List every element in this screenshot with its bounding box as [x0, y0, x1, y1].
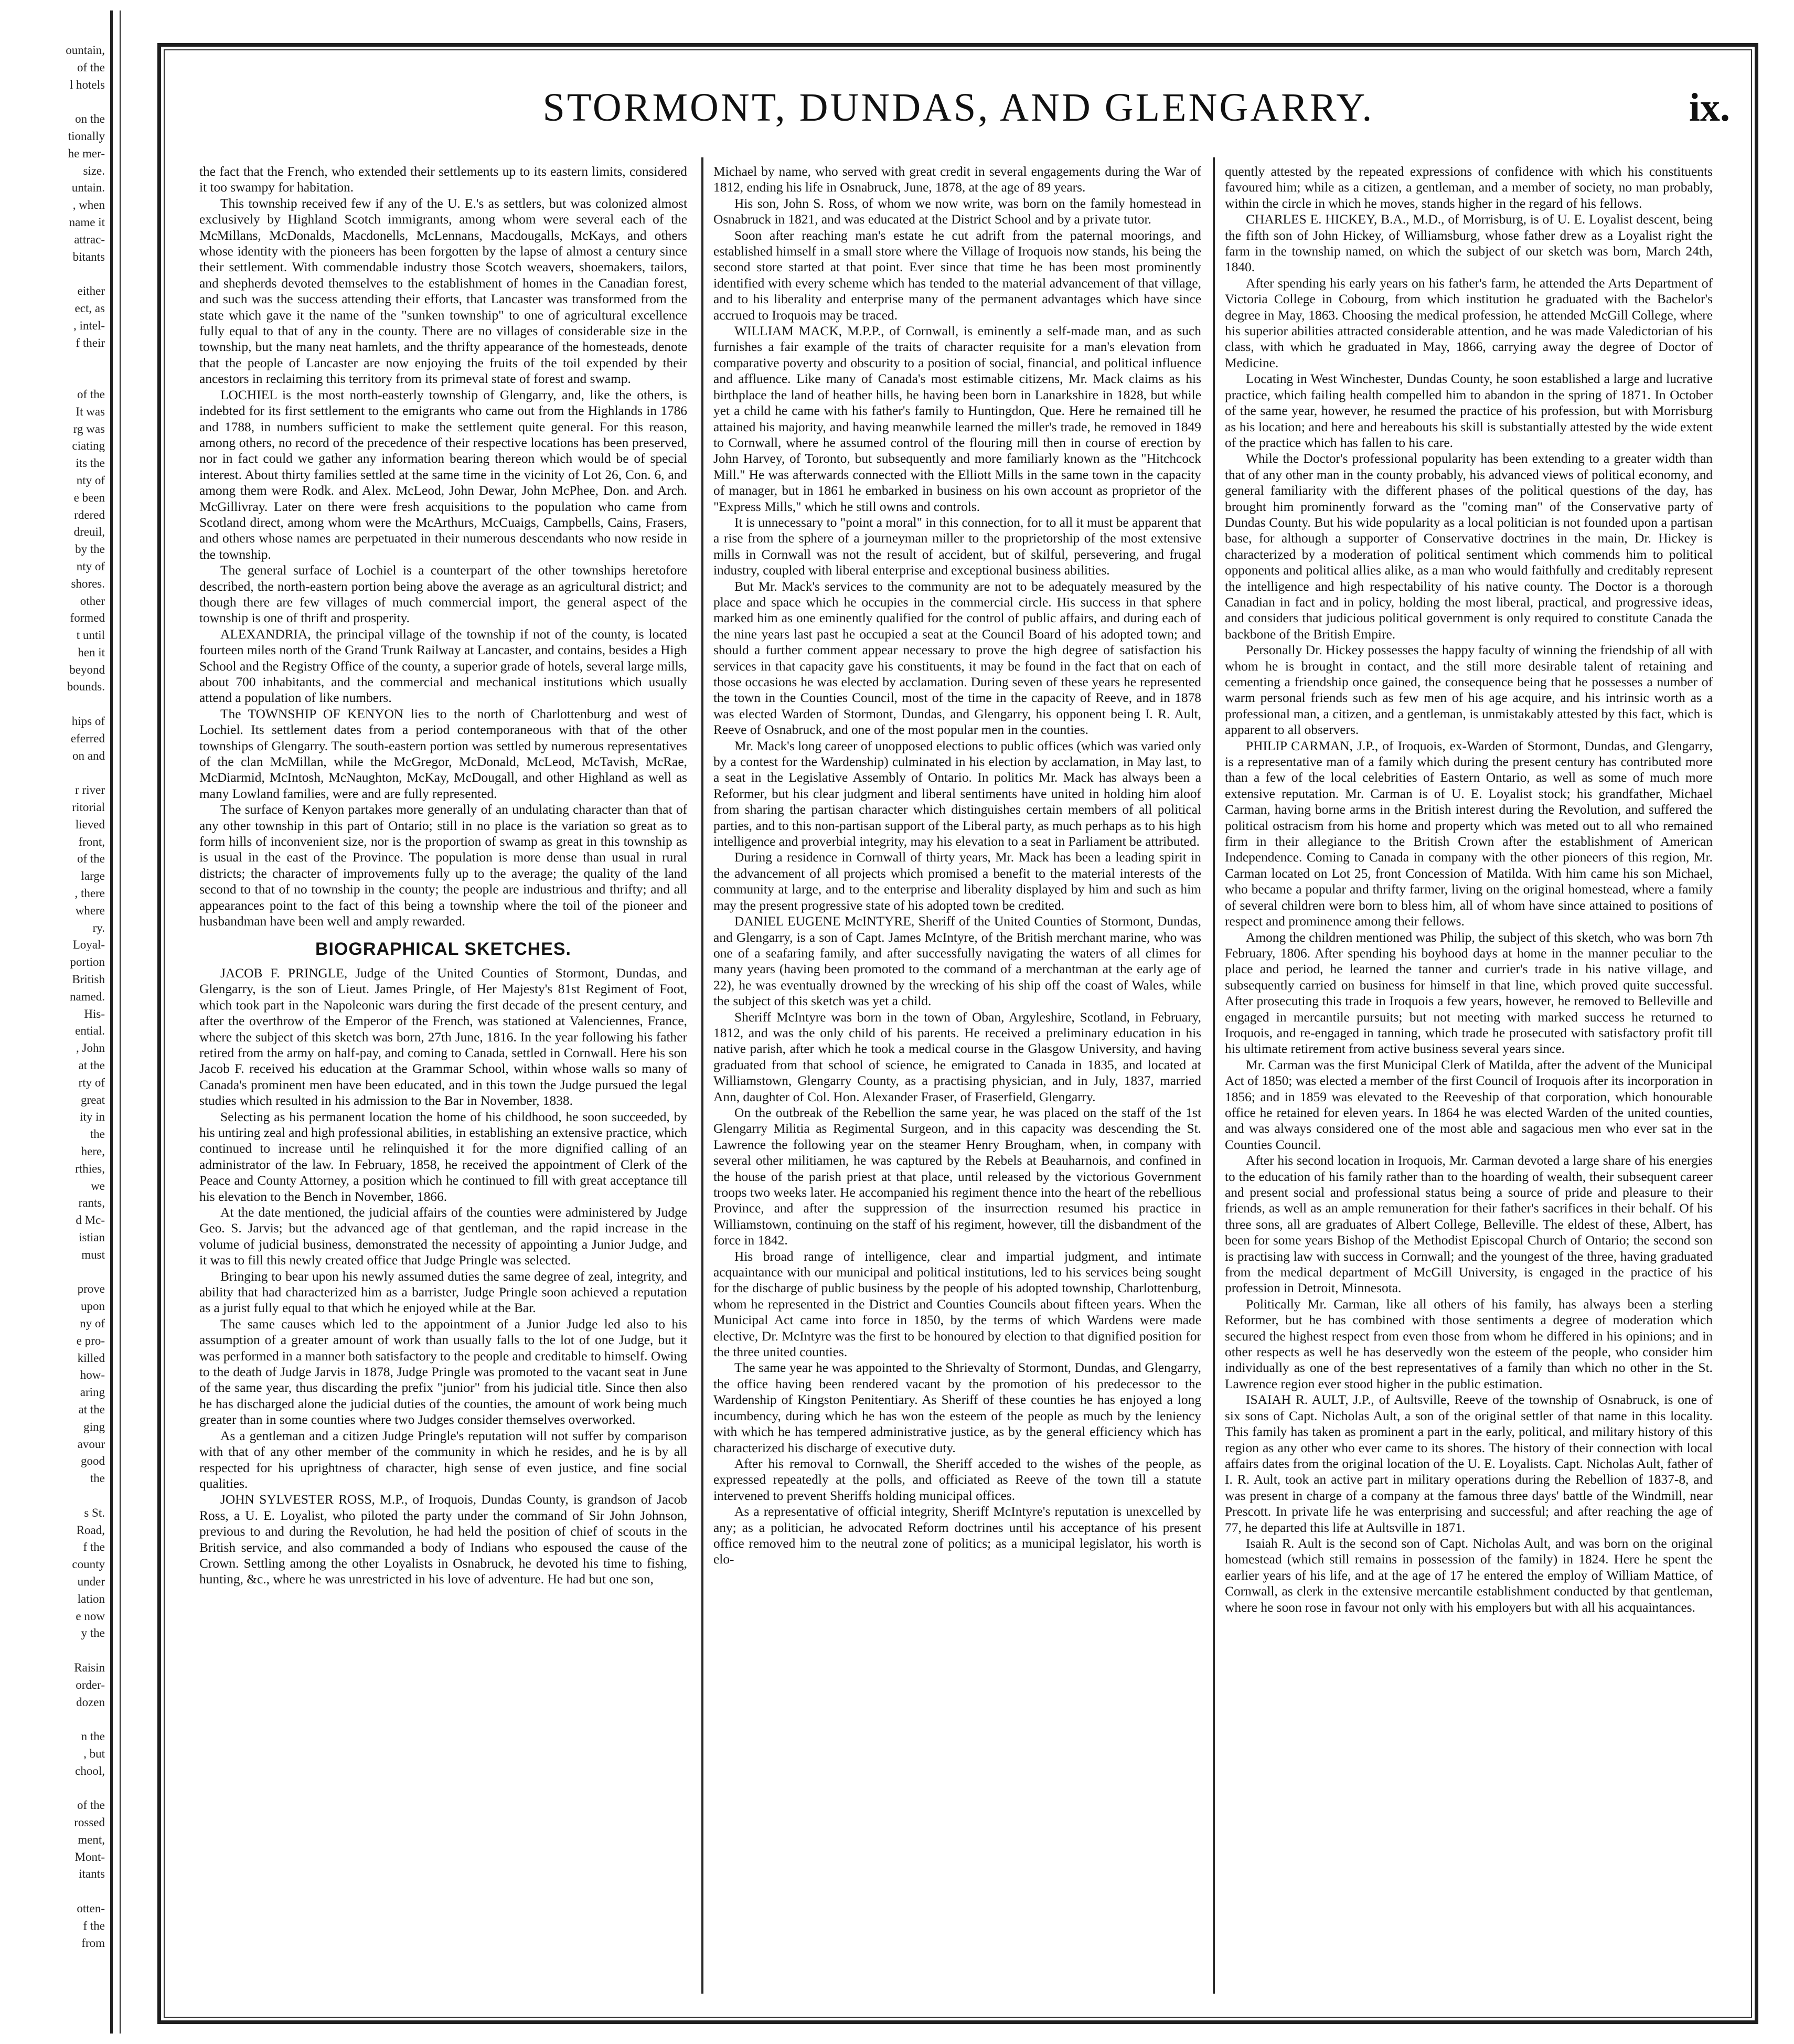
page-header	[169, 79, 1748, 136]
paragraph: The surface of Kenyon partakes more generally of an undulating character than that of any other township in this part of Ontario; still in no place is the variation so great as to form hills of inconvenient size, nor is the proportion of swamp as great in this township as is usual in the east of the Province. The population is more dense than usual in rural districts; the character of improvements fully up to the average; the quality of the land second to that of no township in the county; the people are industrious and thrifty; and all appearances point to the fact of this being a township where the toil of the pioneer and husbandman have been well and amply rewarded.	[199, 802, 687, 929]
previous-page-border-inner	[120, 10, 121, 2034]
paragraph: CHARLES E. HICKEY, B.A., M.D., of Morrisburg, is of U. E. Loyalist descent, being the fifth son of John Hickey, of Williamsburg, whose father drew as a Loyalist right the farm in the township named, on which the subject of our sketch was born, March 24th, 1840.	[1225, 212, 1713, 275]
paragraph: ISAIAH R. AULT, J.P., of Aultsville, Reeve of the township of Osnabruck, is one of six sons of Capt. Nicholas Ault, a son of the original settler of that name in this locality. This family has taken as prominent a part in the early, political, and military history of this region as any other who ever came to its shores. The history of their connection with local affairs dates from the original location of the U. E. Loyalists. Capt. Nicholas Ault, father of I. R. Ault, took an active part in military operations during the Rebellion of 1837-8, and was present in charge of a company at the famous three days' battle of the Windmill, near Prescott. In private life he was enterprising and successful; and after reaching the age of 77, he departed this life at Aultsville in 1871.	[1225, 1392, 1713, 1535]
column-1	[199, 164, 687, 2000]
paragraph: Sheriff McIntyre was born in the town of Oban, Argyleshire, Scotland, in February, 1812, and was the only child of his parents. He received a preliminary education in his native parish, after which he took a medical course in the Glasgow University, and having graduated from that school of science, he emigrated to Canada in 1835, and located at Williamstown, Glengarry County, as a practising physician, and in July, 1837, married Ann, daughter of Col. Hon. Alexander Fraser, of Fraserfield, Glengarry.	[713, 1009, 1201, 1104]
paragraph: Politically Mr. Carman, like all others of his family, has always been a sterling Reformer, but he has combined with those sentiments a degree of moderation which secured the highest respect from even those from whom he differed in his opinions; and in other respects as well he has deservedly won the esteem of the people, who consider him individually as one of the best representatives of a family than which no other in the St. Lawrence region ever stood higher in the public estimation.	[1225, 1296, 1713, 1391]
paragraph: During a residence in Cornwall of thirty years, Mr. Mack has been a leading spirit in the advancement of all projects which promised a benefit to the material interests of the community at large, and to the enterprise and liberality displayed by him and such as him may the present progressive state of his adopted town be credited.	[713, 850, 1201, 913]
paragraph: As a representative of official integrity, Sheriff McIntyre's reputation is unexcelled by any; as a politician, he advocated Reform doctrines until his acceptance of his present office removed him to the neutral zone of politics; as a municipal legislator, his worth is elo-	[713, 1504, 1201, 1567]
paragraph: The same year he was appointed to the Shrievalty of Stormont, Dundas, and Glengarry, the office having been rendered vacant by the promotion of his predecessor to the Wardenship of Kingston Penitentiary. As Sheriff of these counties he has enjoyed a long incumbency, during which he has won the esteem of the people as much by the leniency with which he has tempered administrative justice, as by the general efficiency which has characterized his discharge of executive duty.	[713, 1360, 1201, 1455]
paragraph: After spending his early years on his father's farm, he attended the Arts Department of Victoria College in Cobourg, from which institution he graduated with the Bachelor's degree in May, 1863. Choosing the medical profession, he attended McGill College, where his superior abilities attracted considerable attention, and he was made Valedictorian of his class, with which he graduated in May, 1866, carrying away the degree of Doctor of Medicine.	[1225, 275, 1713, 370]
column-divider	[701, 157, 703, 1994]
paragraph: Soon after reaching man's estate he cut adrift from the paternal moorings, and established himself in a small store where the Village of Iroquois now stands, his being the second store started at that point. Ever since that time he has been most prominently identified with every scheme which has tended to the material advancement of that village, and to his liberality and enterprise many of the permanent advantages which have since accrued to Iroquois may be traced.	[713, 228, 1201, 323]
paragraph: His broad range of intelligence, clear and impartial judgment, and intimate acquaintance with our municipal and political institutions, led to his services being sought for the discharge of public business by the people of his adopted township, Charlottenburg, whom he represented in the District and Counties Councils about fifteen years. When the Municipal Act came into force in 1850, by the terms of which Wardens were made elective, Dr. McIntyre was the first to be honoured by election to that dignified position for the three united counties.	[713, 1249, 1201, 1360]
paragraph: Selecting as his permanent location the home of his childhood, he soon succeeded, by his untiring zeal and high professional abilities, in establishing an extensive practice, which continued to increase until he relinquished it for the more dignified calling of an administrator of the law. In February, 1858, he received the appointment of Clerk of the Peace and County Attorney, a position which he continued to fill with great acceptance till his elevation to the Bench in November, 1866.	[199, 1109, 687, 1204]
paragraph: On the outbreak of the Rebellion the same year, he was placed on the staff of the 1st Glengarry Militia as Regimental Surgeon, and in this capacity was descending the St. Lawrence the following year on the steamer Henry Brougham, when, in company with several other militiamen, he was captured by the Rebels at Beauharnois, and confined in the house of the parish priest at that place, until released by the victorious Government troops two weeks later. He accompanied his regiment thence into the heart of the rebellious Province, and after the suppression of the insurrection resumed his practice in Williamstown, continuing on the staff of his regiment, however, till the disbandment of the force in 1842.	[713, 1105, 1201, 1248]
paragraph: LOCHIEL is the most north-easterly township of Glengarry, and, like the others, is indebted for its first settlement to the emigrants who came out from the Highlands in 1786 and 1788, in numbers sufficient to make the settlement quite general. For this reason, among others, no record of the precedence of their respective locations has been preserved, nor in fact could we gather any information bearing thereon which would be of special interest. About thirty families settled at the same time in the vicinity of Lot 26, Con. 6, and among them were Rodk. and Alex. McLeod, John Dewar, John McPhee, Don. and Arch. McGillivray. Later on there were fresh acquisitions to the population who came from Scotland direct, among whom were the McArthurs, McCuaigs, Campbells, Cains, Frasers, and others whose names are perpetuated in their numerous descendants who now reside in the township.	[199, 387, 687, 562]
paragraph: Mr. Carman was the first Municipal Clerk of Matilda, after the advent of the Municipal Act of 1850; was elected a member of the first Council of Iroquois after its incorporation in 1856; and in 1859 was elevated to the Reeveship of that corporation, which honourable office he retained for eleven years. In 1864 he was elected Warden of the united counties, and was always considered one of the most able and sagacious men who ever sat in the Counties Council.	[1225, 1057, 1713, 1152]
paragraph: While the Doctor's professional popularity has been extending to a greater width than that of any other man in the county probably, his advanced views of political economy, and general familiarity with the different phases of the political questions of the day, has brought him prominently forward as the "coming man" of the Conservative party of Dundas County. But his wide popularity as a local politician is not founded upon a partisan base, for although a supporter of Conservative doctrines in the main, Dr. Hickey is characterized by a moderation of political sentiment which commends him to political opponents and political allies alike, as a man who would faithfully and creditably represent the intelligence and high respectability of his native county. The Doctor is a thorough Canadian in fact and in policy, holding the most liberal, practical, and progressive ideas, and considers that judicious political government is only required to constitute Canada the backbone of the British Empire.	[1225, 451, 1713, 642]
paragraph: Mr. Mack's long career of unopposed elections to public offices (which was varied only by a contest for the Wardenship) culminated in his election by acclamation, in May last, to a seat in the Legislative Assembly of Ontario. In politics Mr. Mack has always been a Reformer, but his clear judgment and liberal sentiments have united in holding him aloof from sharing the partisan character which distinguishes certain members of all political parties, and to this non-partisan support of the Liberal party, as much perhaps as to his high intelligence and proverbial integrity, may his elevation to a seat in Parliament be attributed.	[713, 738, 1201, 849]
previous-page-border	[110, 10, 113, 2034]
column-3	[1225, 164, 1713, 2000]
paragraph: DANIEL EUGENE McINTYRE, Sheriff of the United Counties of Stormont, Dundas, and Glengarry, is a son of Capt. James McIntyre, of the British merchant marine, who was one of a seafaring family, and after successfully navigating the waters of all climes for many years (having been promoted to the command of a merchantman at the early age of 22), he was eventually drowned by the wrecking of his ship off the coast of Wales, while the subject of this sketch was yet a child.	[713, 914, 1201, 1009]
paragraph: Michael by name, who served with great credit in several engagements during the War of 1812, ending his life in Osnabruck, June, 1878, at the age of 89 years.	[713, 164, 1201, 195]
paragraph: After his removal to Cornwall, the Sheriff acceded to the wishes of the people, as expressed repeatedly at the polls, and officiated as Reeve of the town till a statute intervened to prevent Sheriffs holding municipal offices.	[713, 1456, 1201, 1503]
previous-page-text: ountain, of the l hotels on the tionally he mer- size. untain. , when name it attrac- bitants either ect, as , intel- f their of the It was rg was ciating its the nty of e been rdered dreuil, by the nty of shores. other formed t until hen it beyond bounds. hips of eferred on and r river ritorial lieved front, of the large , there where ry. Loyal- portion British named. His- ential. , John at the rty of great ity in the here, rthies, we rants, d Mc- istian must prove upon ny of e pro- killed how- aring at the ging avour good the s St. Road, f the county under lation e now y the Raisin order- dozen n the , but chool, of the rossed ment, Mont- itants otten- f the from	[66, 44, 105, 1950]
paragraph: The same causes which led to the appointment of a Junior Judge led also to his assumption of a greater amount of work than usually falls to the lot of one Judge, but it was performed in a manner both satisfactory to the people and creditable to himself. Owing to the death of Judge Jarvis in 1878, Judge Pringle was promoted to the vacant seat in June of the same year, thus discarding the prefix "junior" from his judicial title. Since then also he has discharged alone the judicial duties of the counties, the amount of work being much greater than in some counties where two Judges consider themselves overworked.	[199, 1316, 687, 1428]
paragraph: Isaiah R. Ault is the second son of Capt. Nicholas Ault, and was born on the original homestead (which still remains in possession of the family) in 1824. Here he spent the earlier years of his life, and at the age of 17 he entered the employ of William Mattice, of Cornwall, as clerk in the extensive mercantile establishment conducted by that gentleman, where he soon rose in favour not only with his employers but with all his acquaintances.	[1225, 1536, 1713, 1615]
section-heading: BIOGRAPHICAL SKETCHES.	[315, 939, 571, 959]
paragraph: JACOB F. PRINGLE, Judge of the United Counties of Stormont, Dundas, and Glengarry, is the son of Lieut. James Pringle, of Her Majesty's 81st Regiment of Foot, which took part in the Napoleonic wars during the first decade of the present century, and after the overthrow of the Emperor of the French, was stationed at Valenciennes, France, where the subject of this sketch was born, 27th June, 1816. In the year following his father retired from the army on half-pay, and coming to Canada, settled in Cornwall. Here his son Jacob F. received his education at the Grammar School, within whose walls so many of Canada's prominent men have been educated, and in this town the Judge pursued the legal studies which resulted in his admission to the Bar in November, 1838.	[199, 965, 687, 1109]
page-number: ix.	[1689, 86, 1730, 130]
paragraph: The TOWNSHIP OF KENYON lies to the north of Charlottenburg and west of Lochiel. Its settlement dates from a period contemporaneous with that of the other townships of Glengarry. The south-eastern portion was settled by numerous representatives of the clan McMillan, while the McGregor, McDonald, McLeod, McTavish, McRae, McDiarmid, McIntosh, McNaughton, McKay, McDougall, and other Highland as well as many Lowland families, were and are fully represented.	[199, 706, 687, 801]
page-title: STORMONT, DUNDAS, AND GLENGARRY.	[542, 86, 1374, 130]
paragraph: the fact that the French, who extended their settlements up to its eastern limits, considered it too swampy for habitation.	[199, 164, 687, 195]
paragraph: His son, John S. Ross, of whom we now write, was born on the family homestead in Osnabruck in 1821, and was educated at the District School and by a private tutor.	[713, 196, 1201, 227]
column-divider	[1213, 157, 1215, 1994]
column-2	[713, 164, 1201, 2000]
paragraph: This township received few if any of the U. E.'s as settlers, but was colonized almost exclusively by Highland Scotch immigrants, among whom were several each of the McMillans, McDonalds, Macdonells, McLennans, Macdougalls, McKays, and others whose identity with the pioneers has been forgotten by the lapse of almost a century since their settlement. With commendable industry those Scotch weavers, shoemakers, tailors, and shepherds devoted themselves to the establishment of homes in the Canadian forest, and such was the success attending their efforts, that Lancaster was transformed from the state which gave it the name of the "sunken township" to one of agricultural excellence fully equal to that of any in the county. There are no villages of considerable size in the township, but the many neat hamlets, and the thrifty appearance of the homesteads, denote that the people of Lancaster are now enjoying the fruits of the toil expended by their ancestors in reclaiming this territory from its primeval state of forest and swamp.	[199, 196, 687, 387]
paragraph: Bringing to bear upon his newly assumed duties the same degree of zeal, integrity, and ability that had characterized him as a barrister, Judge Pringle soon achieved a reputation as a jurist fully equal to that which he enjoyed while at the Bar.	[199, 1269, 687, 1316]
paragraph: At the date mentioned, the judicial affairs of the counties were administered by Judge Geo. S. Jarvis; but the advanced age of that gentleman, and the rapid increase in the volume of judicial business, demonstrated the necessity of appointing a Junior Judge, and it was to fill this newly created office that Judge Pringle was selected.	[199, 1205, 687, 1268]
paragraph: PHILIP CARMAN, J.P., of Iroquois, ex-Warden of Stormont, Dundas, and Glengarry, is a representative man of a family which during the present century has contributed more than a few of the local celebrities of Eastern Ontario, as well as some of much more extensive reputation. Mr. Carman is of U. E. Loyalist stock; his grandfather, Michael Carman, having borne arms in the British interest during the Revolution, and suffered the political ostracism from his home and property which was meted out to all who remained firm in their allegiance to the British Crown after the establishment of American Independence. Coming to Canada in company with the other pioneers of this region, Mr. Carman located on Lot 25, front Concession of Matilda. With him came his son Michael, who became a popular and thrifty farmer, living on the original homestead, where a family of several children were born to bless him, all of whom have since attained to positions of respect and prominence among their fellows.	[1225, 738, 1713, 929]
paragraph: After his second location in Iroquois, Mr. Carman devoted a large share of his energies to the education of his family rather than to the hoarding of wealth, their subsequent career and present social and professional status being a source of pride and pleasure to their friends, as well as an ample remuneration for their father's sacrifices in their behalf. Of his three sons, all are graduates of Albert College, Belleville. The eldest of these, Albert, has been for some years Bishop of the Methodist Episcopal Church of Ontario; the second son is practising law with success in Cornwall; and the youngest of the three, having graduated from the medical department of McGill University, is engaged in the practice of his profession in Detroit, Minnesota.	[1225, 1153, 1713, 1296]
paragraph: The general surface of Lochiel is a counterpart of the other townships heretofore described, the north-eastern portion being above the average as an agricultural district; and though there are few villages of much commercial import, the general aspect of the township is one of thrift and prosperity.	[199, 563, 687, 626]
previous-page-edge	[0, 0, 131, 2044]
paragraph: ALEXANDRIA, the principal village of the township if not of the county, is located fourteen miles north of the Grand Trunk Railway at Lancaster, and contains, besides a High School and the Registry Office of the county, a superior grade of hotels, several large mills, about 700 inhabitants, and the commercial and mechanical institutions which usually attend a population of like numbers.	[199, 626, 687, 706]
paragraph: As a gentleman and a citizen Judge Pringle's reputation will not suffer by comparison with that of any other member of the community in which he resides, and he is by all respected for his uprightness of character, high sense of even justice, and fine social qualities.	[199, 1428, 687, 1491]
paragraph: Personally Dr. Hickey possesses the happy faculty of winning the friendship of all with whom he is brought in contact, and the still more desirable talent of retaining and cementing a friendship once gained, the consequence being that he possesses a number of warm personal friends such as few men of his age acquire, and his intrinsic worth as a professional man, a citizen, and a gentleman, is unmistakably attested by this fact, which is apparent to all observers.	[1225, 643, 1713, 738]
paragraph: WILLIAM MACK, M.P.P., of Cornwall, is eminently a self-made man, and as such furnishes a fair example of the traits of character requisite for a man's elevation from comparative poverty and obscurity to a position of social, financial, and political influence and affluence. Like many of Canada's most estimable citizens, Mr. Mack claims as his birthplace the land of heather hills, he having been born in Lanarkshire in 1828, but while yet a child he came with his father's family to Huntingdon, Que. Here he remained till he attained his majority, and having meanwhile learned the miller's trade, he removed in 1849 to Cornwall, where he assumed control of the flouring mill then in course of erection by John Harvey, of Toronto, but subsequently and more familiarly known as the "Hitchcock Mill." He was afterwards connected with the Elliott Mills in the same town in the capacity of manager, but in 1861 he embarked in business on his own account as proprietor of the "Express Mills," which he still owns and controls.	[713, 324, 1201, 514]
paragraph: Locating in West Winchester, Dundas County, he soon established a large and lucrative practice, which failing health compelled him to abandon in the spring of 1871. In October of the same year, however, he resumed the practice of his profession, but with Morrisburg as his location; and here and hereabouts his skill is substantially attested by the wide extent of the practice which has fallen to his care.	[1225, 371, 1713, 450]
paragraph: Among the children mentioned was Philip, the subject of this sketch, who was born 7th February, 1806. After spending his boyhood days at home in the manner peculiar to the place and period, he learned the tanner and currier's trade in his native village, and subsequently carried on business for himself in that line, which proved quite successful. After prosecuting this trade in Iroquois a few years, however, he removed to Belleville and engaged in mercantile pursuits; but not meeting with marked success he returned to Iroquois, and re-engaged in tanning, which trade he prosecuted with satisfactory profit till his ultimate retirement from active business several years since.	[1225, 930, 1713, 1057]
paragraph: It is unnecessary to "point a moral" in this connection, for to all it must be apparent that a rise from the sphere of a journeyman miller to the proprietorship of the most extensive mills in Cornwall was not the result of accident, but of skilful, persevering, and frugal industry, coupled with liberal enterprise and exceptional business abilities.	[713, 515, 1201, 578]
paragraph: JOHN SYLVESTER ROSS, M.P., of Iroquois, Dundas County, is grandson of Jacob Ross, a U. E. Loyalist, who piloted the party under the command of Sir John Johnson, previous to and during the Revolution, he had held the position of chief of scouts in the British service, and also commanded a body of Indians who espoused the cause of the Crown. Settling among the other Loyalists in Osnabruck, he devoted his time to fishing, hunting, &c., where he was unrestricted in his love of adventure. He had but one son,	[199, 1492, 687, 1587]
paragraph: But Mr. Mack's services to the community are not to be adequately measured by the place and space which he occupies in the commercial circle. His success in that sphere marked him as one eminently qualified for the control of public affairs, and during each of the nine years last past he occupied a seat at the Council Board of his adopted town; and should a further comment appear necessary to prove the high degree of satisfaction his services in that capacity gave his constituents, it may be found in the fact that on each of those occasions he was elected by acclamation. During seven of these years he represented the town in the Counties Council, most of the time in the capacity of Reeve, and in 1878 was elected Warden of Stormont, Dundas, and Glengarry, his opponent being I. R. Ault, Reeve of Osnabruck, and one of the most popular men in the counties.	[713, 579, 1201, 738]
paragraph: quently attested by the repeated expressions of confidence with which his constituents favoured him; while as a citizen, a gentleman, and a member of society, no man probably, within the circle in which he moves, stands higher in the regard of his fellows.	[1225, 164, 1713, 211]
